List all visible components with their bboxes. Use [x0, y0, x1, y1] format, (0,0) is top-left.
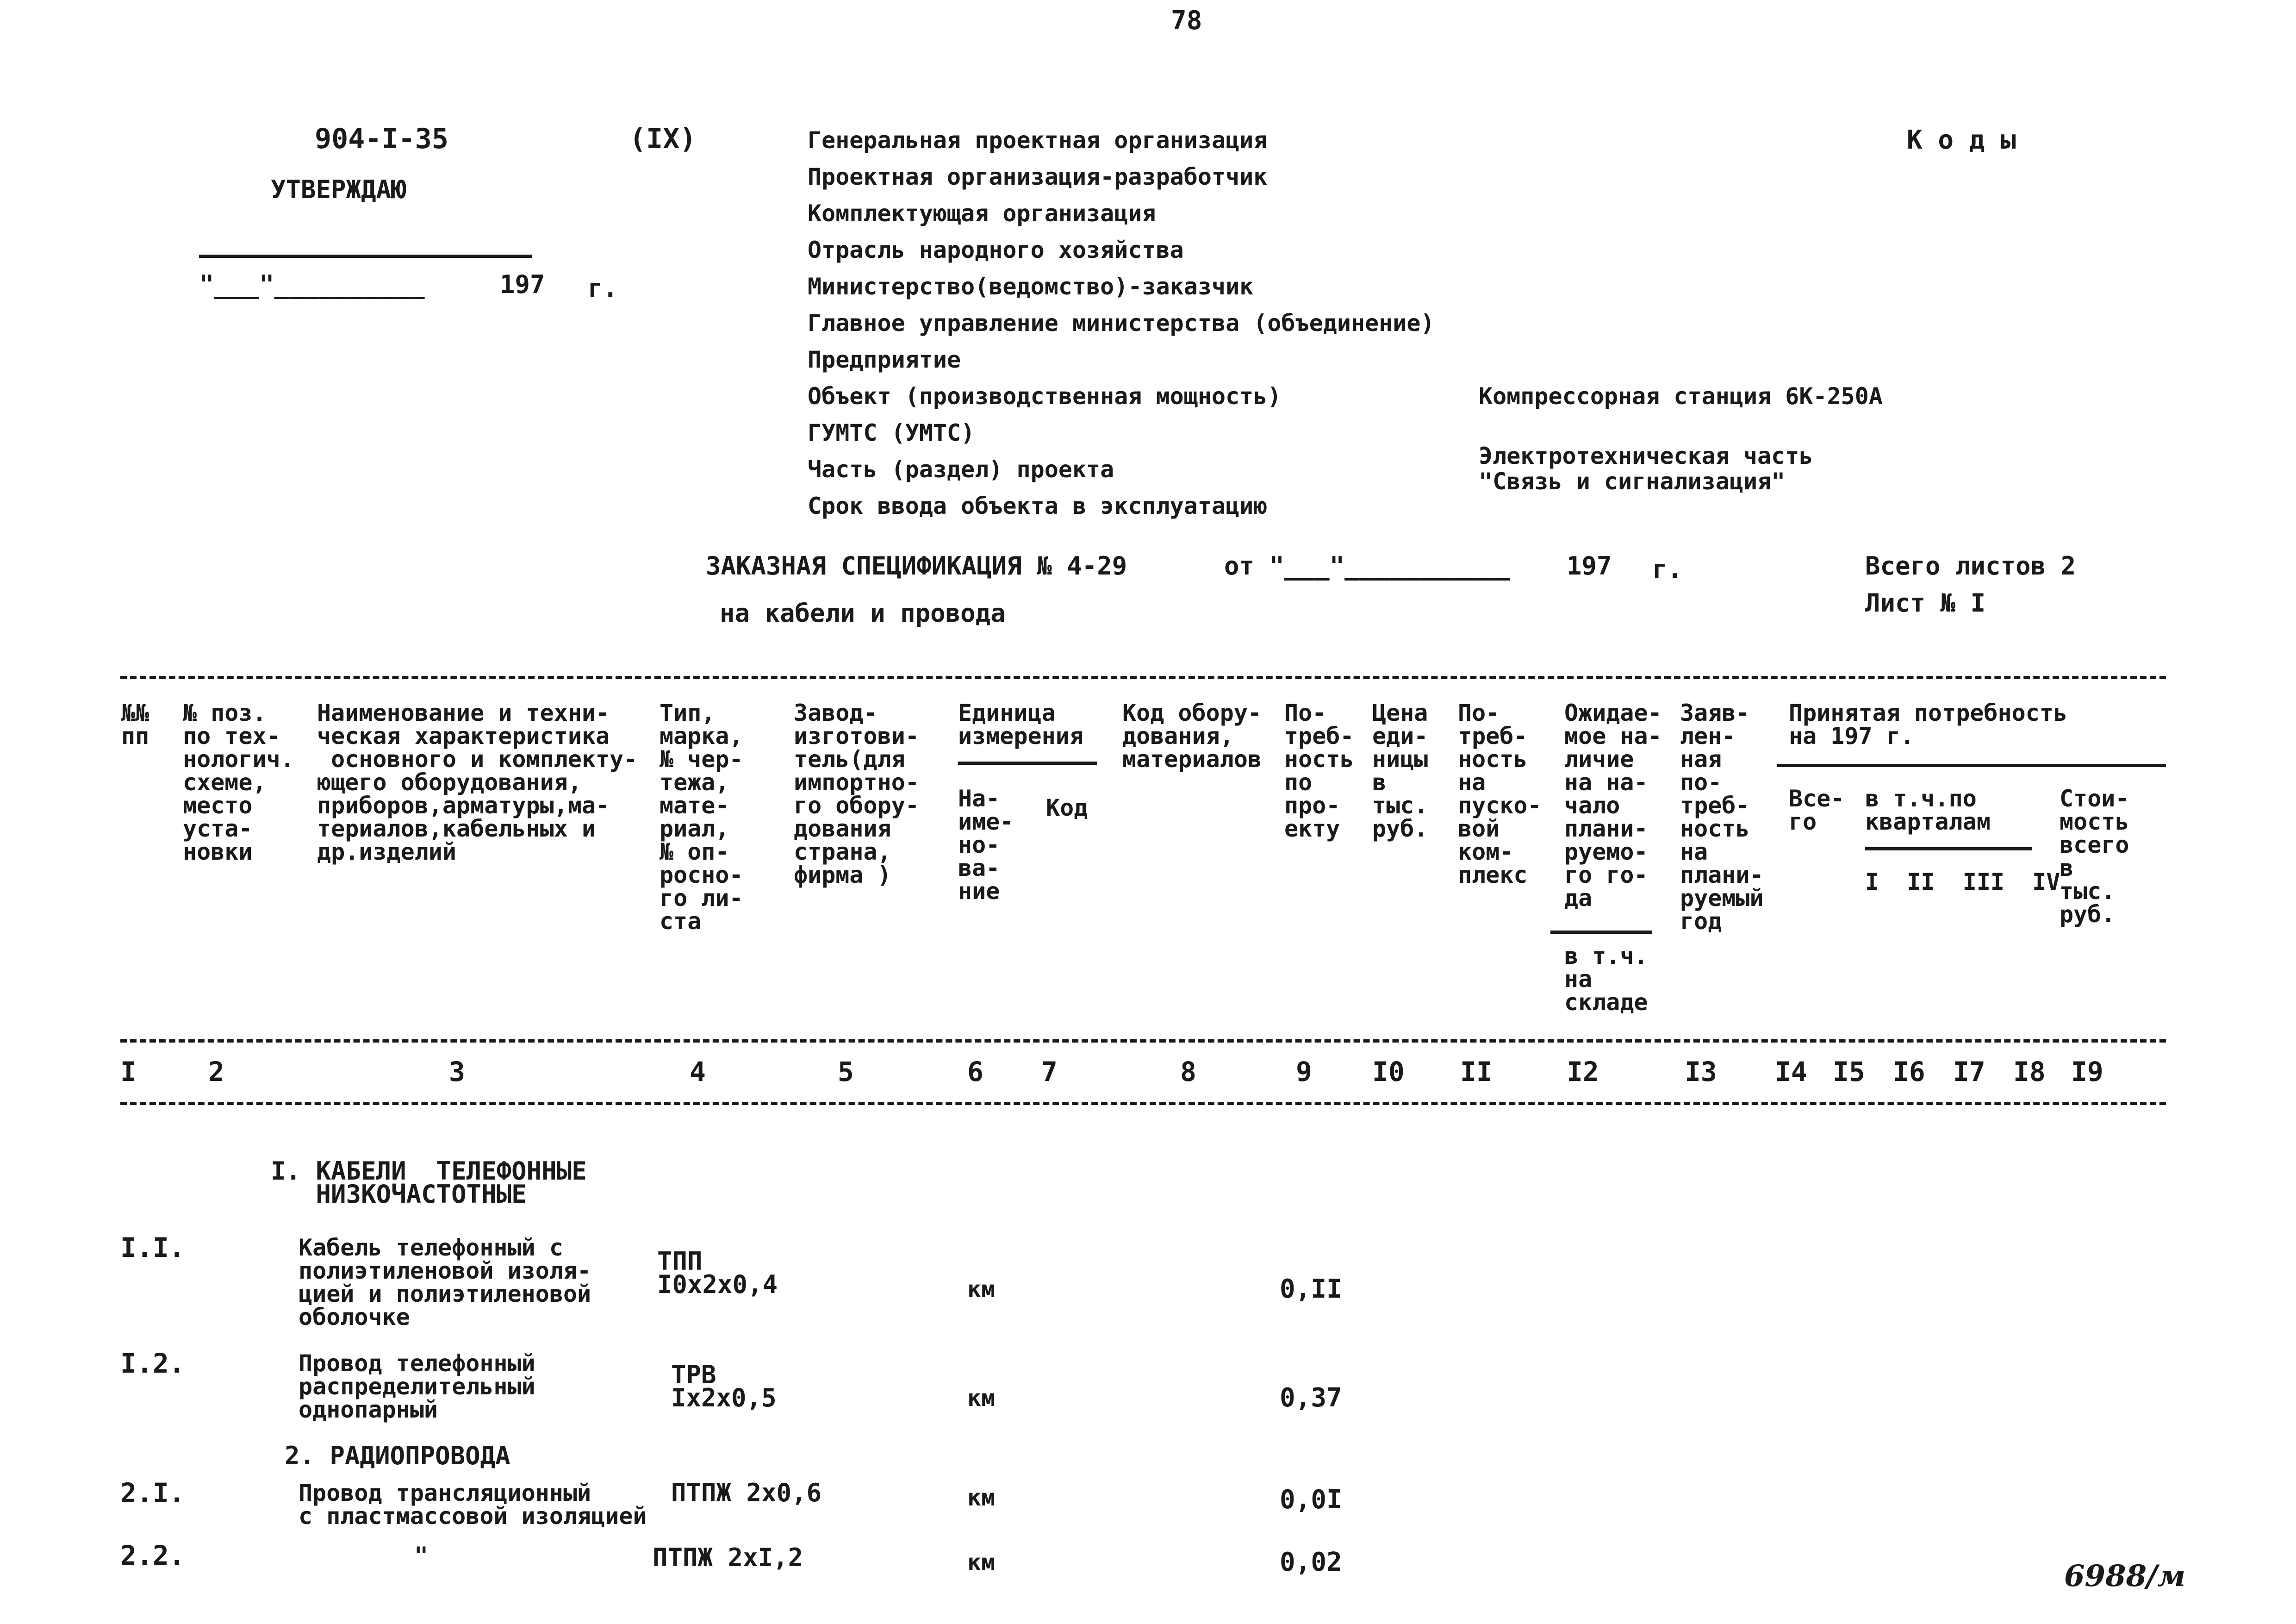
- column-number: I3: [1685, 1056, 1717, 1087]
- column-numbers-rule: [120, 1102, 2166, 1105]
- column-number: I8: [2013, 1056, 2046, 1087]
- org-label: ГУМТС (УМТС): [808, 419, 975, 446]
- row-unit: км: [967, 1484, 996, 1511]
- spec-year: 197: [1567, 551, 1612, 581]
- row-name: ": [414, 1542, 429, 1569]
- column-number: 3: [449, 1056, 465, 1087]
- approve-signature-line: [199, 255, 532, 258]
- org-label: Срок ввода объекта в эксплуатацию: [808, 493, 1268, 519]
- header-project-need: По- треб- ность по про- екту: [1284, 700, 1354, 842]
- approve-year-suffix: г.: [588, 274, 618, 303]
- row-quantity: 0,37: [1280, 1383, 1342, 1413]
- column-number: 8: [1180, 1056, 1196, 1087]
- spec-subtitle: на кабели и провода: [720, 599, 1006, 628]
- row-type: ПТПЖ 2х0,6: [671, 1478, 822, 1507]
- codes-label: К о д ы: [1907, 125, 2016, 155]
- row-number: 2.2.: [120, 1540, 185, 1571]
- part-value-line1: Электротехническая часть: [1479, 443, 1813, 469]
- org-label: Объект (производственная мощность): [808, 383, 1282, 410]
- header-unit-rule: [958, 762, 1097, 765]
- column-number: I7: [1953, 1056, 1985, 1087]
- archive-stamp: 6988/м: [2064, 1559, 2186, 1593]
- page-number: 78: [1171, 6, 1202, 36]
- header-type: Тип, марка, № чер- тежа, мате- риал, № оп- росно- го ли- ста: [660, 700, 743, 935]
- header-total: Все- го: [1789, 785, 1845, 835]
- header-manufacturer: Завод- изготови- тель(для импортно- го обору- дования страна, фирма ): [794, 700, 919, 888]
- spec-title: ЗАКАЗНАЯ СПЕЦИФИКАЦИЯ № 4-29: [706, 551, 1127, 581]
- column-number: 5: [838, 1056, 854, 1087]
- spec-from: от "___"___________: [1224, 551, 1510, 581]
- row-type: ПТПЖ 2хI,2: [653, 1543, 803, 1572]
- sheet-number: Лист № I: [1865, 588, 1986, 618]
- column-number: 7: [1041, 1056, 1058, 1087]
- header-quarters-rule: [1865, 847, 2032, 850]
- row-name: Провод телефонный распределительный однопарный: [299, 1350, 535, 1423]
- header-unit-name: На- име- но- ва- ние: [958, 785, 1014, 905]
- row-type: ТПП I0х2х0,4: [657, 1247, 778, 1299]
- section-title: I. КАБЕЛИ ТЕЛЕФОННЫЕ НИЗКОЧАСТОТНЫЕ: [271, 1156, 587, 1209]
- header-startup-need: По- треб- ность на пуско- вой ком- плекс: [1458, 700, 1542, 888]
- header-bottom-rule: [120, 1039, 2166, 1043]
- header-stock-rule: [1550, 931, 1652, 934]
- part-value-line2: "Связь и сигнализация": [1479, 468, 1786, 495]
- row-number: I.2.: [120, 1348, 185, 1379]
- doc-code: 904-I-35: [315, 123, 448, 155]
- header-quarters: в т.ч.по кварталам: [1865, 785, 1991, 835]
- row-name: Провод трансляционный с пластмассовой изоляцией: [299, 1480, 647, 1530]
- row-type: ТРВ Iх2х0,5: [671, 1360, 777, 1412]
- column-number: I6: [1893, 1056, 1925, 1087]
- row-name: Кабель телефонный с полиэтиленовой изоля- цией и полиэтиленовой оболочке: [299, 1234, 591, 1330]
- approve-year: 197: [500, 270, 545, 299]
- section-title: 2. РАДИОПРОВОДА: [285, 1441, 510, 1470]
- column-number: 2: [208, 1056, 224, 1087]
- row-quantity: 0,0I: [1280, 1485, 1342, 1515]
- header-cost: Стои- мость всего в тыс. руб.: [2060, 785, 2129, 928]
- row-unit: км: [967, 1385, 996, 1412]
- header-quarter-numbers: I II III IV: [1865, 868, 2060, 895]
- column-number: I4: [1775, 1056, 1807, 1087]
- column-number: I5: [1833, 1056, 1865, 1087]
- approve-date: "___"__________: [199, 270, 425, 299]
- row-quantity: 0,II: [1280, 1274, 1342, 1304]
- column-number: I0: [1372, 1056, 1405, 1087]
- column-number: I2: [1567, 1056, 1599, 1087]
- row-number: I.I.: [120, 1232, 185, 1263]
- header-name: Наименование и техни- ческая характеристика основного и комплекту- ющего оборудования, приборов,арматуры,ма- териалов,кабельных и др.изделий: [317, 700, 638, 865]
- header-top-rule: [120, 676, 2166, 679]
- spec-year-suffix: г.: [1652, 555, 1683, 584]
- header-equipment-code: Код обору- дования, материалов: [1122, 700, 1262, 773]
- header-unit-code: Код: [1046, 794, 1088, 821]
- header-accepted-rule: [1777, 764, 2166, 767]
- org-label: Министерство(ведомство)-заказчик: [808, 273, 1254, 300]
- column-number: 6: [967, 1056, 983, 1087]
- org-label: Главное управление министерства (объединение): [808, 310, 1435, 337]
- org-label: Отрасль народного хозяйства: [808, 237, 1184, 263]
- header-row-number: №№ пп: [121, 700, 149, 750]
- sheets-total: Всего листов 2: [1865, 551, 2076, 581]
- approve-title: УТВЕРЖДАЮ: [271, 175, 406, 204]
- column-number: I9: [2071, 1056, 2103, 1087]
- header-position: № поз. по тех- нологич. схеме, место уста- новки: [183, 700, 294, 865]
- row-number: 2.I.: [120, 1477, 185, 1509]
- column-number: 9: [1296, 1056, 1312, 1087]
- row-unit: км: [967, 1549, 996, 1576]
- row-quantity: 0,02: [1280, 1547, 1342, 1577]
- column-number: I: [120, 1056, 137, 1087]
- org-label: Генеральная проектная организация: [808, 127, 1268, 154]
- org-label: Часть (раздел) проекта: [808, 456, 1114, 483]
- volume-number: (IX): [629, 123, 697, 155]
- column-number: II: [1460, 1056, 1493, 1087]
- row-unit: км: [967, 1276, 996, 1303]
- org-label: Проектная организация-разработчик: [808, 163, 1268, 190]
- org-label: Предприятие: [808, 346, 961, 373]
- header-unit: Единица измерения: [958, 700, 1083, 750]
- header-in-warehouse: в т.ч. на складе: [1564, 943, 1648, 1016]
- object-value: Компрессорная станция 6К-250А: [1479, 383, 1883, 410]
- header-accepted-need: Принятая потребность на 197 г.: [1789, 700, 2068, 750]
- header-declared-need: Заяв- лен- ная по- треб- ность на плани- руемый год: [1680, 700, 1764, 935]
- column-number: 4: [690, 1056, 706, 1087]
- header-expected-stock: Ожидае- мое на- личие на на- чало плани- руемо- го го- да: [1564, 700, 1662, 912]
- header-unit-price: Цена еди- ницы в тыс. руб.: [1372, 700, 1428, 842]
- org-label: Комплектующая организация: [808, 200, 1156, 227]
